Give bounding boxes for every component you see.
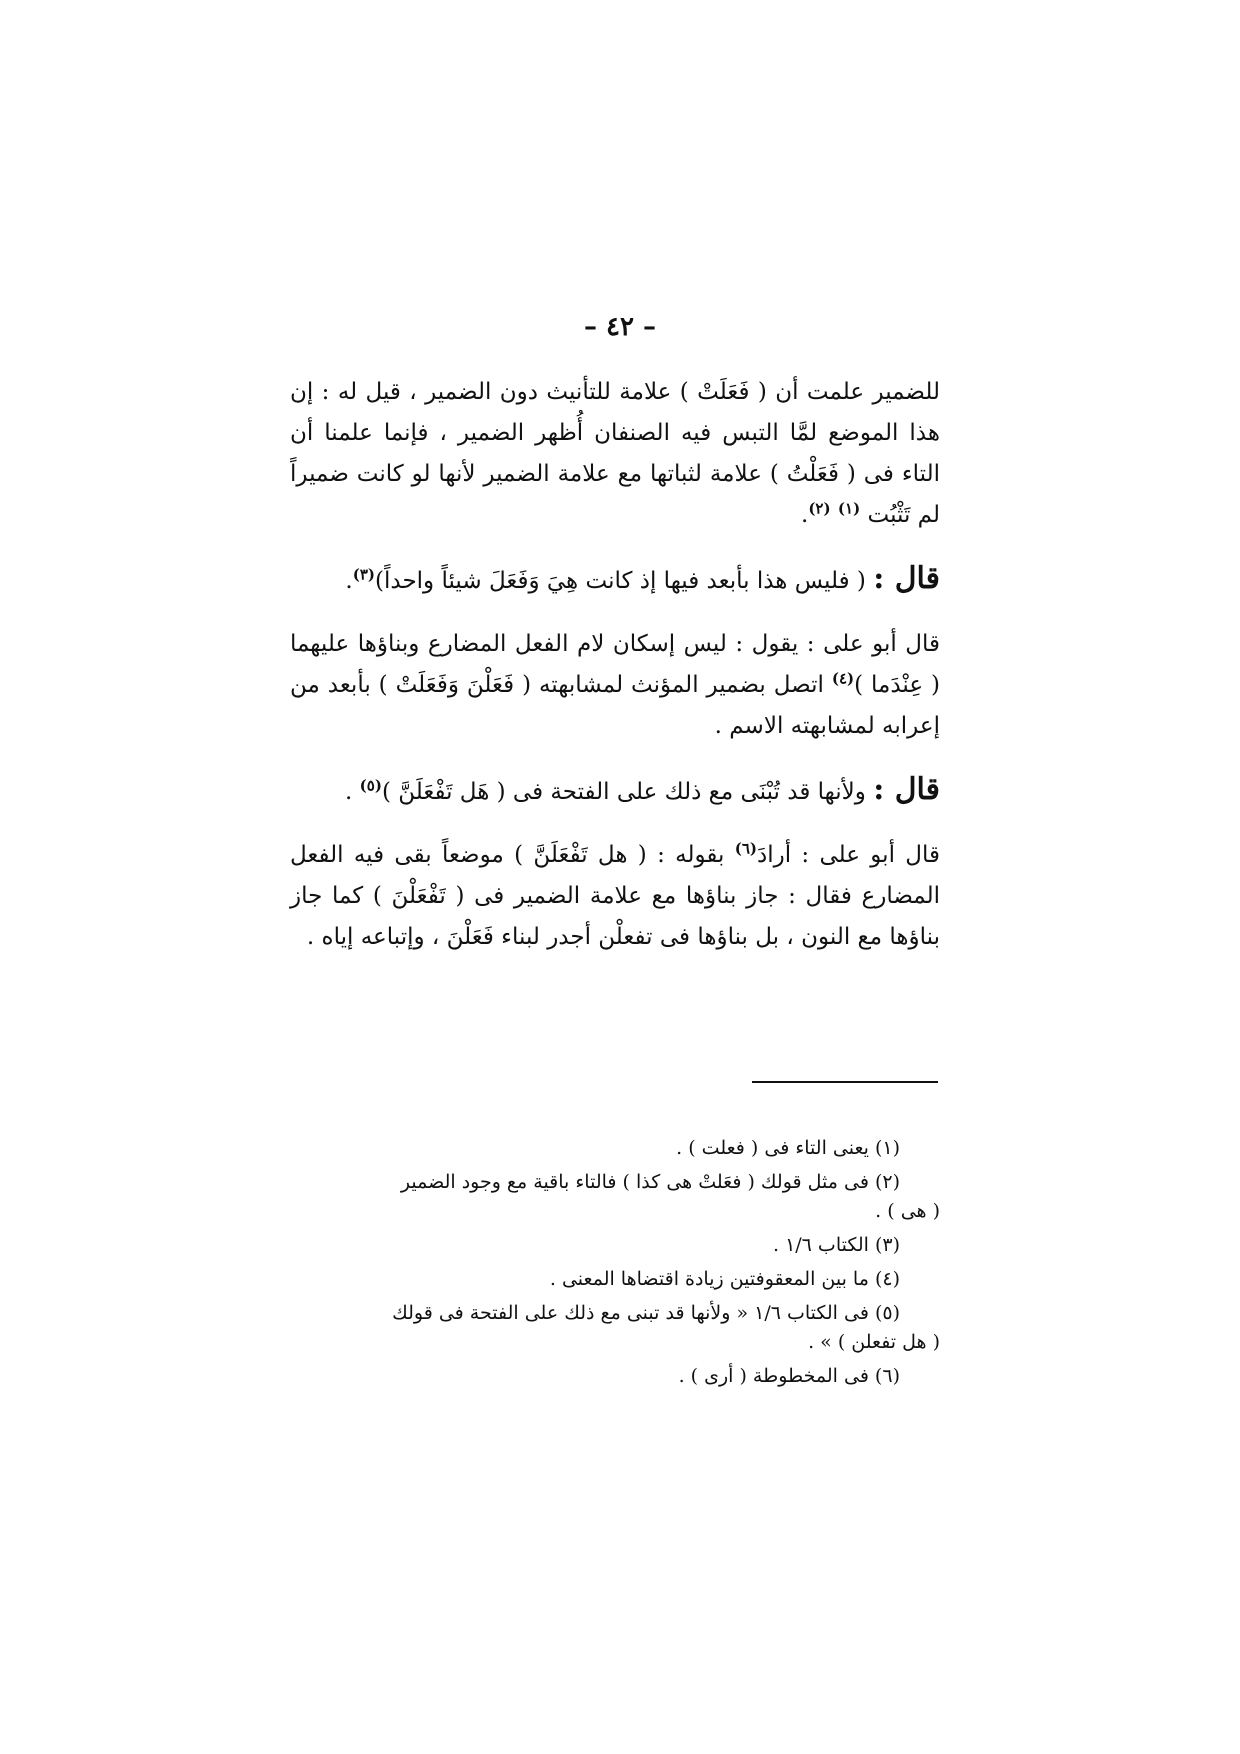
paragraph-3	[290, 624, 940, 747]
main-text	[290, 372, 940, 958]
qal-heading: قال :	[873, 561, 940, 596]
footnote-2-continuation: ( هى ) .	[875, 1200, 940, 1222]
paragraph-1: للضمير علمت أن ( فَعَلَتْ ) علامة للتأنيث دون الضمير ، قيل له : إن هذا الموضع لمَّا التبس فيه الصنفان أُظهر الضمير ، فإنما علمنا أن التاء فى ( فَعَلْتُ ) علامة لثباتها مع علامة الضمير لأنها لو كانت ضميراً لم تَثْبُت $^{(١)}$ $^{(٢)}$.	[290, 379, 940, 528]
paragraph-2-text: ( فليس هذا بأبعد فيها إذ كانت هِيَ وَفَعَلَ شيئاً واحداً)	[375, 568, 866, 594]
paragraph-5-text-a: قال أبو على : أرادَ	[756, 842, 940, 868]
footnote-5: (٥) فى الكتاب ١/٦ « ولأنها قد تبنى مع ذلك على الفتحة فى قولك	[392, 1302, 900, 1324]
footnote-ref-4: (٤)	[831, 669, 855, 688]
paragraph-4-text: ولأنها قد تُبْنَى مع ذلك على الفتحة فى ( هَل تَفْعَلَنَّ )	[381, 779, 866, 805]
footnote-3: (٣) الكتاب ١/٦ .	[772, 1234, 900, 1256]
paragraph-3-text-a: قال أبو على : يقول : ليس إسكان لام الفعل المضارع وبناؤها عليهما ( عِنْدَما )	[290, 631, 940, 698]
paragraph-3-text-b: اتصل بضمير المؤنث لمشابهته ( فَعَلْنَ وَفَعَلَتْ ) بأبعد من إعرابه لمشابهته الاسم .	[290, 672, 940, 739]
footnote-6: (٦) فى المخطوطة ( أرى ) .	[678, 1365, 900, 1387]
footnote-1: (١) يعنى التاء فى ( فعلت ) .	[676, 1137, 900, 1159]
footnote-ref-5: (٥)	[359, 776, 382, 795]
footnote-5-continuation: ( هل تفعلن ) » .	[808, 1331, 940, 1353]
paragraph-5	[290, 835, 940, 958]
paragraph-1-text: للضمير علمت أن ( فَعَلَتْ ) علامة للتأنيث دون الضمير ، قيل له : إن هذا الموضع لمَّا التبس فيه الصنفان أُظهر الضمير ، فإنما علمنا أن التاء فى ( فَعَلْتُ ) علامة لثباتها مع علامة الضمير لأنها لو كانت ضميراً لم تَثْبُت	[290, 379, 940, 528]
footnote-2: (٢) فى مثل قولك ( فعَلتْ هى كذا ) فالتاء باقية مع وجود الضمير	[400, 1171, 900, 1193]
paragraph-5-text-b: بقوله : ( هل تَفْعَلَنَّ ) موضعاً بقى فيه الفعل المضارع فقال : جاز بناؤها مع علامة الضمير فى ( تَفْعَلْنَ ) كما جاز بناؤها مع النون ، بل بناؤها فى تفعلْن أجدر لبناء فَعَلْنَ ، وإتباعه إياه .	[290, 842, 940, 950]
footnote-ref-6: (٦)	[734, 839, 757, 858]
footnote-ref-2: (٢)	[808, 499, 831, 518]
footnote-4: (٤) ما بين المعقوفتين زيادة اقتضاها المعنى .	[549, 1268, 900, 1290]
paragraph-4: قال : ولأنها قد تُبْنَى مع ذلك على الفتحة فى ( هَل تَفْعَلَنَّ )$^{(٥)}$ .	[345, 772, 940, 807]
footnote-ref-3: (٣)	[352, 565, 376, 584]
footnotes	[290, 1134, 940, 1396]
footnote-ref-1: (١)	[837, 499, 861, 518]
footnote-divider	[752, 1081, 938, 1083]
paragraph-2: قال : ( فليس هذا بأبعد فيها إذ كانت هِيَ وَفَعَلَ شيئاً واحداً)$^{(٣)}$.	[345, 561, 940, 596]
page-number: – ٤٢ –	[583, 312, 657, 342]
qal-heading: قال :	[873, 772, 940, 807]
